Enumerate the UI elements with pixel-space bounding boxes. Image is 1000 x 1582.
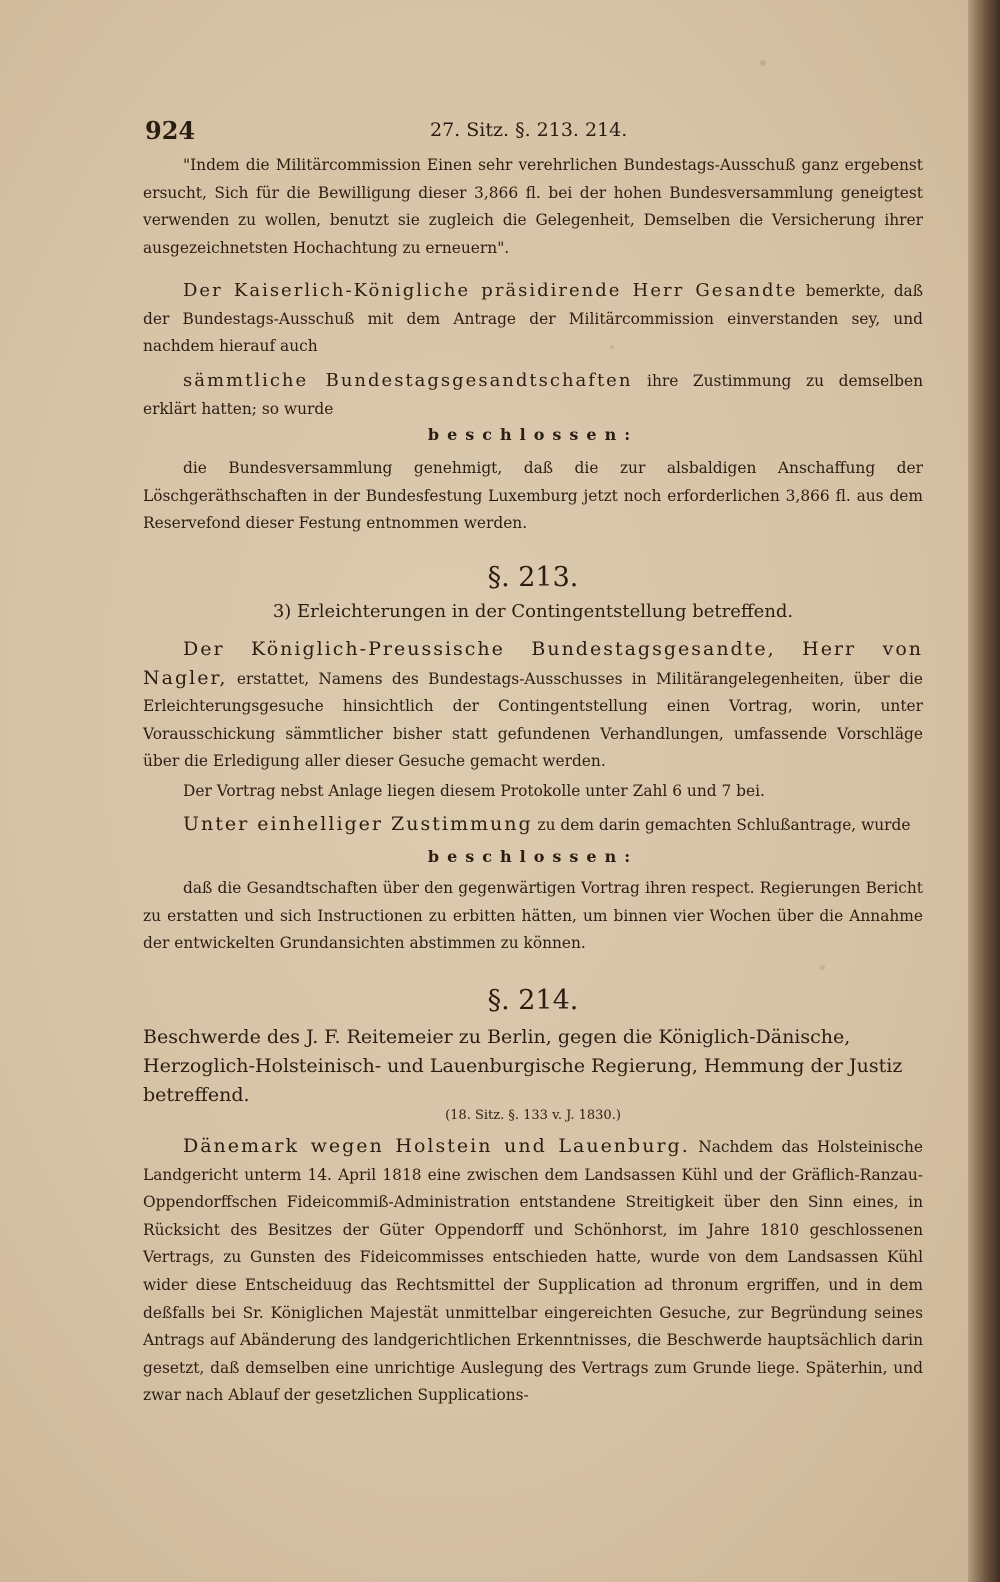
decision-paragraph [143, 875, 923, 958]
paragraph-text: erstattet, Namens des Bundestags-Ausschusses in Militärangelegenheiten, über die Erleichterungsgesuche hinsichtlich der Contingentstellung einen Vortrag, worin, unter Vorausschickung sämmtlicher bisher statt gefundenen Verhandlungen, umfassende Vorschläge über die Erledigung aller dieser Gesuche gemacht werden. [143, 669, 923, 771]
paragraph-text: die Bundesversammlung genehmigt, daß die zur alsbaldigen Anschaffung der Löschgeräthschaften in der Bundesfestung Luxemburg jetzt noch erforderlichen 3,866 fl. aus dem Reservefond dieser Festung entnommen werden. [143, 459, 923, 533]
paper-stain [760, 60, 766, 66]
emphasis-text: Dänemark wegen Holstein und Lauenburg. [183, 1135, 690, 1157]
attachment-note [143, 778, 923, 806]
page-header [145, 116, 925, 146]
paragraph-text: Nachdem das Holsteinische Landgericht unterm 14. April 1818 eine zwischen dem Landsassen Kühl und der Gräflich-Ranzau-Oppendorffschen Fideicommiß-Administration entstandene Streitigkeit über den Sinn eines, in Rücksicht des Besitzes der Güter Oppendorff und Schönhorst, im Jahre 1810 geschlossenen Vertrags, zu Gunsten des Fideicommisses entschieden hatte, wurde von dem Landsassen Kühl wider diese Entscheiduug das Rechtsmittel der Supplication ad thronum ergriffen, und in dem deßfalls bei Sr. Königlichen Majestät unmittelbar eingereichten Gesuche, zur Begründung seines Antrags auf Abänderung des landgerichtlichen Erkenntnisses, die Beschwerde hauptsächlich darin gesetzt, daß demselben eine unrichtige Auslegung des Vertrags zum Grunde liege. Späterhin, und zwar nach Ablauf der gesetzlichen Supplications- [143, 1138, 923, 1405]
decision-heading: beschlossen: [427, 425, 639, 444]
paragraph-text: Der Vortrag nebst Anlage liegen diesem Protokolle unter Zahl 6 und 7 bei. [183, 782, 765, 800]
paragraph-text: daß die Gesandtschaften über den gegenwärtigen Vortrag ihren respect. Regierungen Bericht zu erstatten und sich Instructionen zu erbitten hätten, um binnen vier Wochen über die Annahme der entwickelten Grundansichten abstimmen zu können. [143, 879, 923, 953]
paragraph-text: bemerkte, daß der Bundestags-Ausschuß mit dem Antrage der Militärcommission einverstanden sey, und nachdem hierauf auch [143, 282, 923, 356]
section-213-paragraph [143, 636, 923, 776]
emphasis-text: sämmtliche Bundestagsgesandtschaften [183, 370, 633, 391]
book-spine [968, 0, 1000, 1582]
section-214-number: §. 214. [487, 985, 579, 1016]
section-213-title: 3) Erleichterungen in der Contingentstellung betreffend. [272, 601, 794, 622]
paragraph-text: zu dem darin gemachten Schlußantrage, wurde [532, 816, 911, 834]
decision-paragraph [143, 455, 923, 538]
section-214-paragraph [143, 1133, 923, 1410]
consent-paragraph [143, 811, 923, 840]
decision-heading: beschlossen: [427, 847, 639, 866]
speaker-name: Der Kaiserlich-Königliche präsidirende Herr Gesandte [183, 280, 798, 301]
paper-stain [820, 965, 825, 970]
paragraph-text: ihre Zustimmung zu demselben erklärt hatten; so wurde [143, 372, 923, 418]
emphasis-text: Unter einhelliger Zustimmung [183, 813, 533, 835]
page-number: 924 [145, 116, 196, 145]
citation: (18. Sitz. §. 133 v. J. 1830.) [445, 1108, 621, 1123]
paragraph-consent [143, 367, 923, 423]
quote-paragraph [143, 152, 923, 262]
paragraph-remark [143, 277, 923, 361]
running-head: 27. Sitz. §. 213. 214. [430, 119, 628, 141]
section-213-number: §. 213. [487, 562, 579, 593]
section-214-title: Beschwerde des J. F. Reitemeier zu Berlin, gegen die Königlich-Dänische, Herzoglich-Holsteinisch- und Lauenburgische Regierung, Hemmung der Justiz betreffend. [143, 1026, 903, 1106]
quote-text: "Indem die Militärcommission Einen sehr verehrlichen Bundestags-Ausschuß ganz ergebenst ersucht, Sich für die Bewilligung dieser 3,866 fl. bei der hohen Bundesversammlung geneigtest verwenden zu wollen, benutzt sie zugleich die Gelegenheit, Demselben die Versicherung ihrer ausgezeichnetsten Hochachtung zu erneuern". [143, 156, 923, 257]
speaker-name: Der Königlich-Preussische Bundestagsgesandte, Herr von Nagler, [143, 638, 923, 689]
